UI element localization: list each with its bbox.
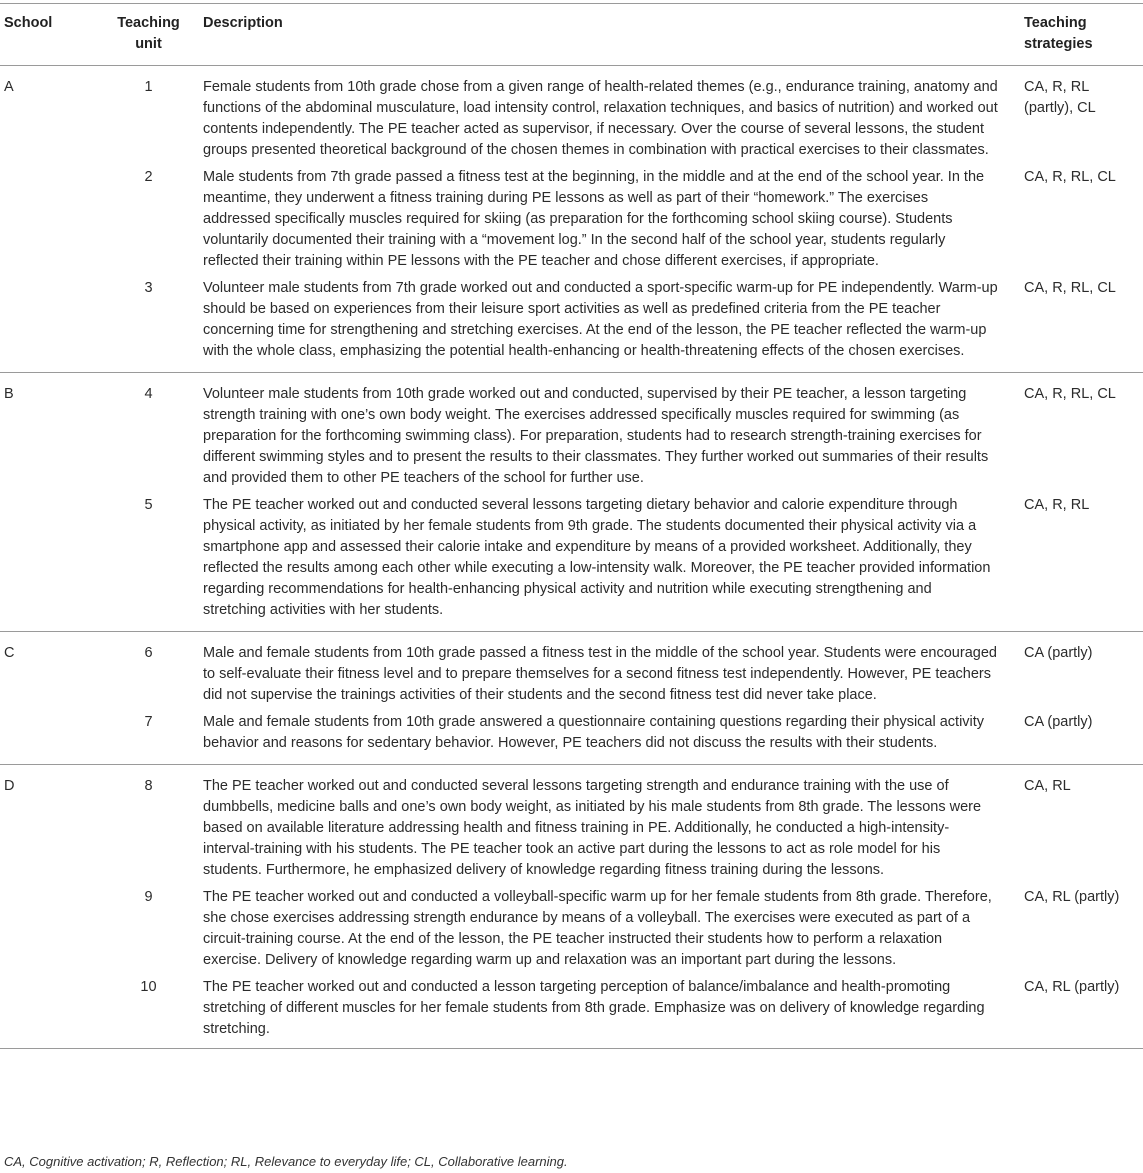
- header-teaching-strategies: Teaching strategies: [1020, 4, 1143, 66]
- cell-school: B: [4, 386, 14, 402]
- cell-school: A: [4, 79, 14, 95]
- cell-description: The PE teacher worked out and conducted several lessons targeting strength and endurance training with the use of dumbbells, medicine balls and one’s own body weight, as initiated by his male students from 8th grade. The lessons were based on available literature addressing health and fitness training in PE. Additionally, he conducted a high-intensity-interval-training with his students. The PE teacher took an active part during the lessons to act as role model for his students. Furthermore, he emphasized delivery of knowledge regarding fitness training during the lessons.: [203, 778, 982, 878]
- cell-teaching-strategies: CA, RL (partly): [1020, 973, 1143, 1049]
- cell-teaching-unit: 2: [144, 169, 153, 185]
- table-row: [0, 373, 1143, 492]
- table-row: [0, 973, 1143, 1049]
- table-footnote: CA, Cognitive activation; R, Reflection; RL, Relevance to everyday life; CL, Collaborative learning.: [4, 1154, 568, 1169]
- table-row: [0, 883, 1143, 973]
- cell-school: [0, 274, 98, 373]
- cell-teaching-strategies: CA, R, RL (partly), CL: [1024, 79, 1096, 116]
- table-row: [0, 632, 1143, 709]
- cell-description: Female students from 10th grade chose from a given range of health-related themes (e.g., endurance training, anatomy and functions of the abdominal musculature, load intensity control, relaxation techniques, and basics of nutrition) and worked out contents independently. The PE teacher acted as supervisor, if necessary. Over the course of several lessons, the student groups presented theoretical background of the chosen themes in combination with practical exercises to their classmates.: [203, 79, 998, 158]
- cell-description: Male and female students from 10th grade passed a fitness test in the middle of the school year. Students were encouraged to self-evaluate their fitness level and to prepare themselves for a second fitness test independently. However, PE teachers did not supervise the trainings activities of their students and the second fitness test did never take place.: [203, 645, 997, 703]
- table-row: [0, 708, 1143, 765]
- cell-teaching-unit: 4: [144, 386, 153, 402]
- table-row: [0, 765, 1143, 884]
- cell-teaching-strategies: CA, R, RL, CL: [1024, 169, 1116, 185]
- cell-teaching-strategies: CA, R, RL: [1020, 491, 1143, 632]
- cell-teaching-strategies: CA (partly): [1024, 645, 1093, 661]
- cell-teaching-unit: 5: [98, 491, 199, 632]
- header-teaching-unit: Teaching unit: [98, 4, 199, 66]
- cell-teaching-unit: 7: [98, 708, 199, 765]
- cell-teaching-unit: 6: [144, 645, 153, 661]
- cell-school: [0, 163, 98, 274]
- table-row: [0, 274, 1143, 373]
- cell-description: Male students from 7th grade passed a fitness test at the beginning, in the middle and at the end of the school year. In the meantime, they underwent a fitness training during PE lessons as well as part of their “homework.” The exercises addressed specifically muscles required for skiing (as preparation for the forthcoming school skiing course). Students voluntarily documented their training with a “movement log.” In the second half of the school year, students regularly reflected their training within PE lessons with the PE teacher and chose different exercises, if appropriate.: [203, 169, 985, 269]
- header-description: Description: [199, 4, 1020, 66]
- cell-teaching-unit: 1: [144, 79, 153, 95]
- cell-description: Volunteer male students from 7th grade worked out and conducted a sport-specific warm-up for PE independently. Warm-up should be based on experiences from their leisure sport activities as well as predefined criteria from the PE teacher concerning time for strengthening and stretching exercises. At the end of the lesson, the PE teacher reflected the warm-up with the whole class, emphasizing the potential health-enhancing or health-threatening effects of the chosen exercises.: [199, 274, 1020, 373]
- cell-school: [0, 883, 98, 973]
- cell-school: [0, 708, 98, 765]
- cell-school: [0, 973, 98, 1049]
- cell-description: The PE teacher worked out and conducted a volleyball-specific warm up for her female students from 8th grade. Therefore, she chose exercises addressing strength endurance by means of a volleyball. The exercises were executed as part of a circuit-training course. At the end of the lesson, the PE teacher instructed their students how to perform a relaxation exercise. Delivery of knowledge regarding warm up and relaxation was an important part during the lessons.: [203, 889, 992, 968]
- cell-teaching-strategies: CA, R, RL, CL: [1024, 386, 1116, 402]
- teaching-units-table: [0, 3, 1143, 1049]
- table-row: [0, 491, 1143, 632]
- cell-teaching-strategies: CA (partly): [1020, 708, 1143, 765]
- table-row: [0, 163, 1143, 274]
- cell-description: The PE teacher worked out and conducted several lessons targeting dietary behavior and calorie expenditure through physical activity, as initiated by her female students from 9th grade. The students documented their physical activity via a smartphone app and assessed their calorie intake and expenditure by means of a provided worksheet. Additionally, they reflected the results among each other while executing a low-intensity walk. Moreover, the PE teacher provided information regarding recommendations for health-enhancing physical activity and nutrition while executing strengthening and stretching activities with her students.: [199, 491, 1020, 632]
- cell-description: The PE teacher worked out and conducted a lesson targeting perception of balance/imbalance and health-promoting stretching of different muscles for her female students from 8th grade. Emphasize was on delivery of knowledge regarding stretching.: [199, 973, 1020, 1049]
- cell-teaching-unit: 10: [98, 973, 199, 1049]
- cell-description: Volunteer male students from 10th grade worked out and conducted, supervised by their PE teacher, a lesson targeting strength training with one’s own body weight. The exercises addressed specifically muscles required for swimming (as preparation for the forthcoming swimming class). For preparation, students had to research strength-training exercises for different swimming styles and to present the results to their classmates. They further worked out summaries of their results and provided them to other PE teachers of the school for further use.: [203, 386, 989, 486]
- table-row: [0, 66, 1143, 164]
- cell-description: Male and female students from 10th grade answered a questionnaire containing questions regarding their physical activity behavior and reasons for sedentary behavior. However, PE teachers did not discuss the results with their students.: [199, 708, 1020, 765]
- cell-teaching-strategies: CA, RL (partly): [1024, 889, 1120, 905]
- cell-teaching-strategies: CA, RL: [1024, 778, 1071, 794]
- cell-school: [0, 491, 98, 632]
- cell-teaching-strategies: CA, R, RL, CL: [1020, 274, 1143, 373]
- cell-teaching-unit: 9: [144, 889, 153, 905]
- header-school: School: [0, 4, 98, 66]
- cell-school: D: [4, 778, 15, 794]
- cell-teaching-unit: 3: [98, 274, 199, 373]
- cell-teaching-unit: 8: [144, 778, 153, 794]
- table-header-row: [0, 4, 1143, 66]
- cell-school: C: [4, 645, 15, 661]
